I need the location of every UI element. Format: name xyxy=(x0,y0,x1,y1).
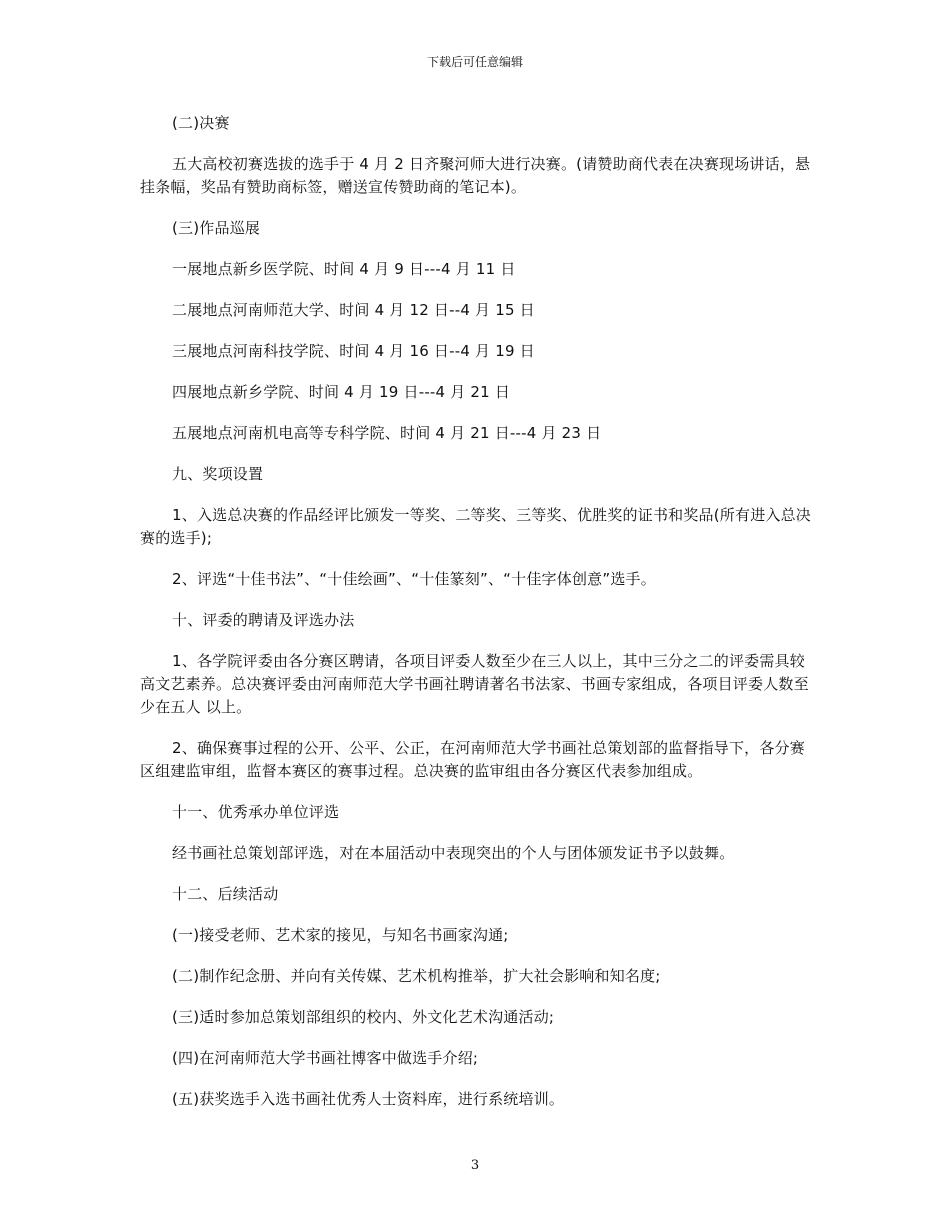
section-heading-follow-up: 十二、后续活动 xyxy=(172,885,279,903)
paragraph-exhibition-5: 五展地点河南机电高等专科学院、时间 4 月 21 日---4 月 23 日 xyxy=(172,424,602,442)
page-header: 下载后可任意编辑 xyxy=(426,55,523,69)
paragraph-exhibition-2: 二展地点河南师范大学、时间 4 月 12 日--4 月 15 日 xyxy=(172,301,535,319)
paragraph-awards-2: 2、评选“十佳书法”、“十佳绘画”、“十佳篆刻”、“十佳字体创意”选手。 xyxy=(172,570,656,588)
paragraph-follow-up-4: (四)在河南师范大学书画社博客中做选手介绍; xyxy=(172,1049,479,1067)
paragraph-follow-up-1: (一)接受老师、艺术家的接见，与知名书画家沟通; xyxy=(172,926,509,944)
section-heading-awards: 九、奖项设置 xyxy=(172,465,264,483)
document-body xyxy=(140,112,812,1129)
paragraph-follow-up-3: (三)适时参加总策划部组织的校内、外文化艺术沟通活动; xyxy=(172,1008,555,1026)
paragraph-awards-1: 1、入选总决赛的作品经评比颁发一等奖、二等奖、三等奖、优胜奖的证书和奖品(所有进入总决赛的选手); xyxy=(140,506,811,547)
paragraph-follow-up-5: (五)获奖选手入选书画社优秀人士资料库，进行系统培训。 xyxy=(172,1090,565,1108)
paragraph-exhibition-heading: (三)作品巡展 xyxy=(172,219,261,237)
paragraph-exhibition-1: 一展地点新乡医学院、时间 4 月 9 日---4 月 11 日 xyxy=(172,260,516,278)
paragraph-final-round-heading: (二)决赛 xyxy=(172,114,230,132)
paragraph-judges-2: 2、确保赛事过程的公开、公平、公正，在河南师范大学书画社总策划部的监督指导下，各分赛区组建监审组，监督本赛区的赛事过程。总决赛的监审组由各分赛区代表参加组成。 xyxy=(140,739,805,780)
paragraph-exhibition-4: 四展地点新乡学院、时间 4 月 19 日---4 月 21 日 xyxy=(172,383,511,401)
section-heading-organizer-selection: 十一、优秀承办单位评选 xyxy=(172,803,340,821)
paragraph-final-round-detail: 五大高校初赛选拔的选手于 4 月 2 日齐聚河师大进行决赛。(请赞助商代表在决赛现场讲话，悬挂条幅，奖品有赞助商标签，赠送宣传赞助商的笔记本)。 xyxy=(140,155,811,196)
paragraph-follow-up-2: (二)制作纪念册、并向有关传媒、艺术机构推举，扩大社会影响和知名度; xyxy=(172,967,661,985)
paragraph-organizer-selection: 经书画社总策划部评选，对在本届活动中表现突出的个人与团体颁发证书予以鼓舞。 xyxy=(172,844,735,862)
paragraph-exhibition-3: 三展地点河南科技学院、时间 4 月 16 日--4 月 19 日 xyxy=(172,342,535,360)
section-heading-judges: 十、评委的聘请及评选办法 xyxy=(172,611,355,629)
paragraph-judges-1: 1、各学院评委由各分赛区聘请，各项目评委人数至少在三人以上，其中三分之二的评委需具较高文艺素养。总决赛评委由河南师范大学书画社聘请著名书法家、书画专家组成，各项目评委人数至少在五人 以上。 xyxy=(140,652,809,716)
page-number: 3 xyxy=(470,1158,480,1173)
